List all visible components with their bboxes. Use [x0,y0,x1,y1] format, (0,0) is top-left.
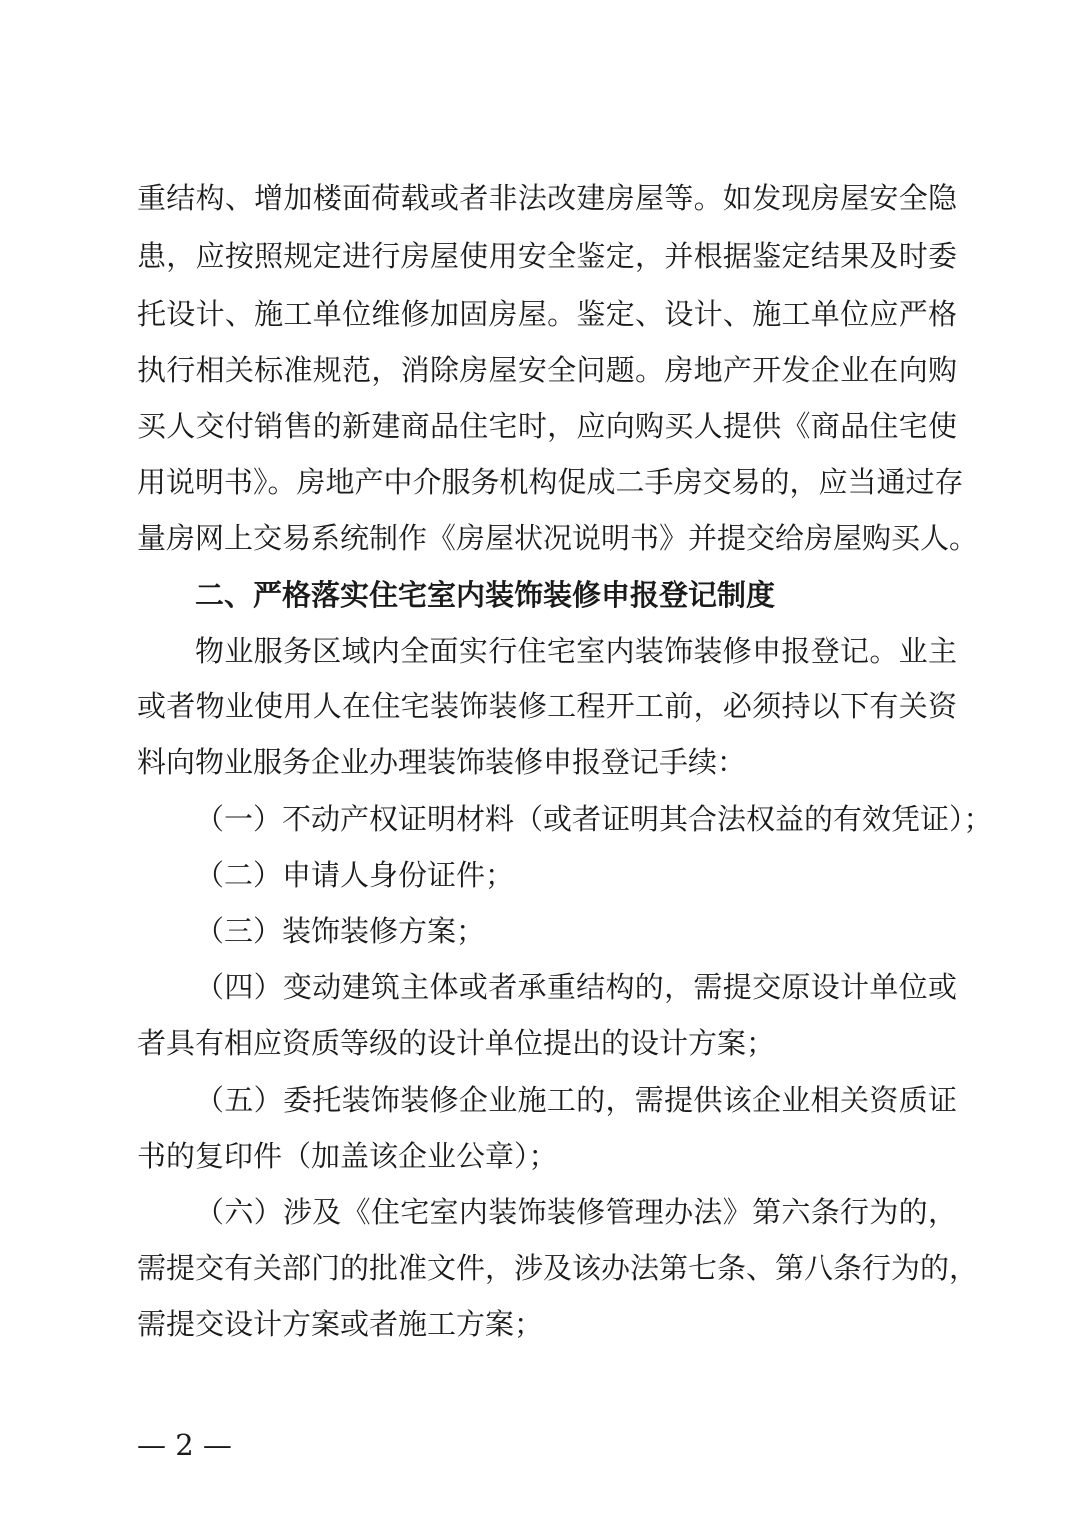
body-text-line: 买人交付销售的新建商品住宅时，应向购买人提供《商品住宅使 [137,409,957,443]
list-item: （五）委托装饰装修企业施工的，需提供该企业相关资质证 [195,1083,957,1117]
list-item: （四）变动建筑主体或者承重结构的，需提交原设计单位或 [195,970,957,1004]
body-text-line: 患，应按照规定进行房屋使用安全鉴定，并根据鉴定结果及时委 [137,239,957,273]
page-number: — 2 — [137,1428,232,1462]
list-item: （一）不动产权证明材料（或者证明其合法权益的有效凭证）； [195,802,993,836]
list-item-continuation: 书的复印件（加盖该企业公章）； [137,1139,558,1173]
list-item: （六）涉及《住宅室内装饰装修管理办法》第六条行为的， [195,1195,957,1229]
list-item-continuation: 需提交有关部门的批准文件，涉及该办法第七条、第八条行为的， [137,1251,979,1285]
list-item-continuation: 者具有相应资质等级的设计单位提出的设计方案； [137,1026,776,1060]
list-item-continuation: 需提交设计方案或者施工方案； [137,1307,544,1341]
body-text-line: 执行相关标准规范，消除房屋安全问题。房地产开发企业在向购 [137,353,957,387]
section-heading: 二、严格落实住宅室内装饰装修申报登记制度 [195,578,776,612]
body-text-line: 量房网上交易系统制作《房屋状况说明书》并提交给房屋购买人。 [137,521,979,555]
list-item: （三）装饰装修方案； [195,914,486,948]
body-text-line: 或者物业使用人在住宅装饰装修工程开工前，必须持以下有关资 [137,689,957,723]
body-text-line: 用说明书》。房地产中介服务机构促成二手房交易的，应当通过存 [137,465,964,499]
list-item: （二）申请人身份证件； [195,858,515,892]
body-text-line: 重结构、增加楼面荷载或者非法改建房屋等。如发现房屋安全隐 [137,181,957,215]
body-text-line: 物业服务区域内全面实行住宅室内装饰装修申报登记。业主 [195,634,957,668]
body-text-line: 托设计、施工单位维修加固房屋。鉴定、设计、施工单位应严格 [137,297,957,331]
body-text-line: 料向物业服务企业办理装饰装修申报登记手续： [137,745,747,779]
